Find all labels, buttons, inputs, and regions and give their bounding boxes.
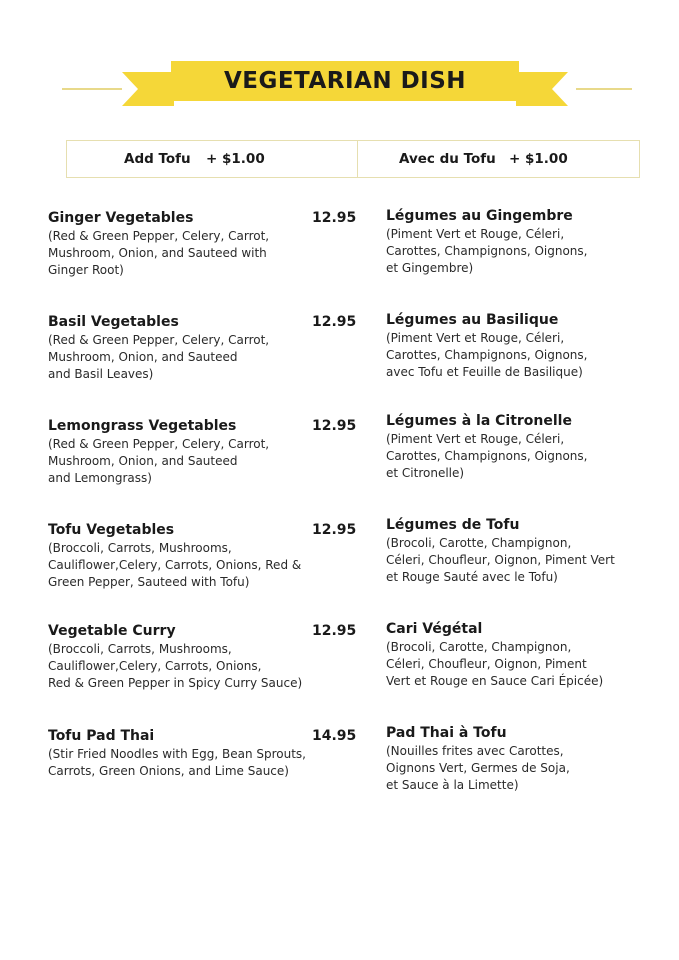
item-description-fr: (Nouilles frites avec Carottes, Oignons Vert, Germes de Soja, et Sauce à la Limette)	[386, 744, 570, 792]
item-description-fr: (Brocoli, Carotte, Champignon, Céleri, Choufleur, Oignon, Piment Vert et Rouge Sauté avec le Tofu)	[386, 536, 615, 584]
item-name: Tofu Vegetables	[48, 522, 175, 538]
menu-item-en	[48, 727, 306, 780]
item-description-fr: (Brocoli, Carotte, Champignon, Céleri, Choufleur, Oignon, Piment Vert et Rouge en Sauce Cari Épicée)	[386, 640, 604, 688]
menu-item-fr	[386, 412, 587, 482]
menu-item-en	[48, 622, 302, 692]
item-name: Vegetable Curry	[48, 623, 176, 639]
item-price: 12.95	[312, 522, 357, 538]
menu-item-en	[48, 313, 269, 383]
item-price: 14.95	[312, 728, 357, 744]
item-name-fr: Légumes de Tofu	[386, 517, 520, 533]
add-tofu-price: + $1.00	[206, 151, 265, 167]
item-description-fr: (Piment Vert et Rouge, Céleri, Carottes, Champignons, Oignons, avec Tofu et Feuille de Basilique)	[386, 331, 588, 379]
menu-item-fr	[386, 207, 587, 277]
item-name-fr: Cari Végétal	[386, 621, 483, 637]
item-name: Ginger Vegetables	[48, 210, 194, 226]
banner-rule-right	[576, 88, 632, 90]
menu-item-fr	[386, 620, 603, 690]
menu-item-fr	[386, 311, 587, 381]
item-name: Tofu Pad Thai	[48, 728, 155, 744]
menu-item-en	[48, 417, 269, 487]
menu-item-fr	[386, 724, 570, 794]
item-description: (Broccoli, Carrots, Mushrooms, Cauliflower,Celery, Carrots, Onions, Red & Green Pepper in Spicy Curry Sauce)	[48, 642, 303, 690]
item-name-fr: Pad Thai à Tofu	[386, 725, 507, 741]
item-description: (Red & Green Pepper, Celery, Carrot, Mushroom, Onion, and Sauteed and Basil Leaves)	[48, 333, 270, 381]
banner-rule-left	[62, 88, 122, 90]
avec-tofu-price: + $1.00	[509, 151, 568, 167]
menu-item-en	[48, 209, 269, 279]
menu-item-en	[48, 521, 301, 591]
add-tofu-label: Add Tofu	[124, 151, 191, 167]
item-price: 12.95	[312, 210, 357, 226]
item-description: (Red & Green Pepper, Celery, Carrot, Mushroom, Onion, and Sauteed and Lemongrass)	[48, 437, 270, 485]
item-price: 12.95	[312, 418, 357, 434]
item-description: (Red & Green Pepper, Celery, Carrot, Mushroom, Onion, and Sauteed with Ginger Root)	[48, 229, 270, 277]
item-description-fr: (Piment Vert et Rouge, Céleri, Carottes, Champignons, Oignons, et Citronelle)	[386, 432, 588, 480]
menu-item-fr	[386, 516, 615, 586]
item-name-fr: Légumes au Basilique	[386, 312, 559, 328]
item-description: (Broccoli, Carrots, Mushrooms, Cauliflower,Celery, Carrots, Onions, Red & Green Pepper, Sauteed with Tofu)	[48, 541, 302, 589]
item-name: Basil Vegetables	[48, 314, 179, 330]
item-price: 12.95	[312, 623, 357, 639]
item-name-fr: Légumes à la Citronelle	[386, 413, 572, 429]
title-banner	[0, 56, 679, 112]
avec-tofu-label: Avec du Tofu	[399, 151, 496, 167]
page-title: VEGETARIAN DISH	[223, 68, 467, 94]
item-name-fr: Légumes au Gingembre	[386, 208, 573, 224]
item-description-fr: (Piment Vert et Rouge, Céleri, Carottes, Champignons, Oignons, et Gingembre)	[386, 227, 588, 275]
item-name: Lemongrass Vegetables	[48, 418, 237, 434]
item-description: (Stir Fried Noodles with Egg, Bean Sprouts, Carrots, Green Onions, and Lime Sauce)	[48, 747, 306, 778]
item-price: 12.95	[312, 314, 357, 330]
tofu-option-divider	[357, 140, 358, 178]
